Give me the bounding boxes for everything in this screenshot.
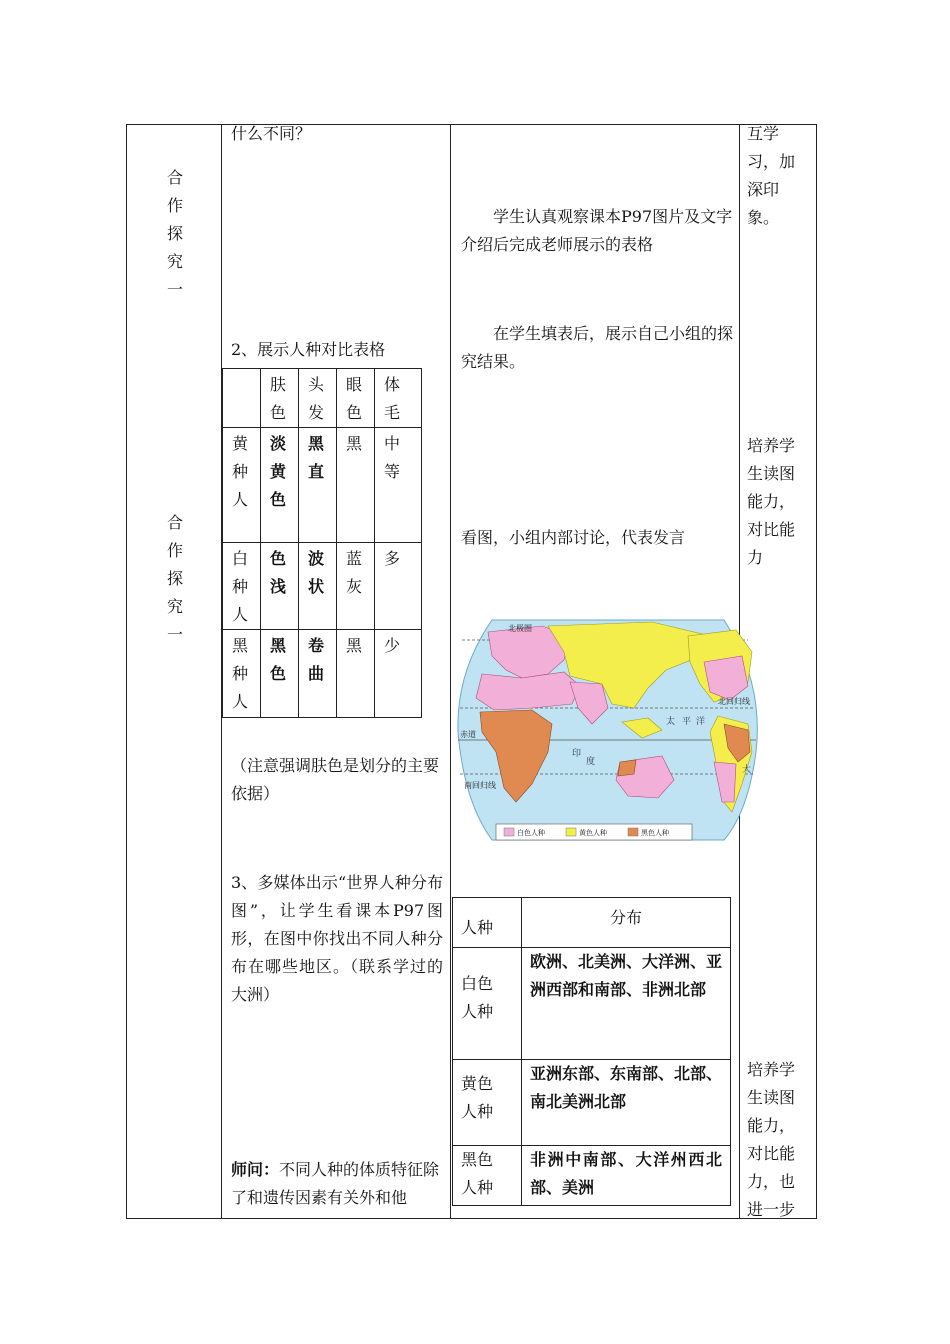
question-label: 师问： (231, 1160, 280, 1179)
purpose-1: 互学习，加深印象。 (747, 124, 796, 227)
trait-comparison-table (222, 368, 422, 718)
hair-cell: 波状 (299, 543, 337, 630)
skin-cell: 淡黄色 (261, 428, 299, 543)
question-text: 不同人种的体质特征除了和遗传因素有关外和他 (231, 1160, 440, 1207)
table-row (223, 630, 422, 718)
purpose-3: 培养学生读图能力，对比能力，也进一步 (747, 1060, 796, 1219)
ocean-label: 度 (586, 757, 596, 767)
teacher-question (231, 1156, 443, 1212)
table-top-border (126, 124, 817, 125)
race-distribution-table (452, 897, 731, 1206)
student-activity-2: 在学生填表后，展示自己小组的探究结果。 (461, 324, 734, 371)
race-cell: 黄种人 (223, 428, 261, 543)
table-row (453, 1146, 731, 1206)
header-distribution: 分布 (522, 898, 731, 948)
body-hair-cell: 少 (375, 630, 422, 718)
distribution-cell: 非洲中南部、大洋州西北部、美洲 (522, 1146, 731, 1206)
label-char: 合 (166, 168, 183, 187)
north-africa-west-asia-region (476, 672, 580, 710)
tropic-of-cancer-label: 北回归线 (718, 697, 750, 706)
label-char: 究 (166, 252, 183, 271)
ocean-label: 大 (742, 765, 752, 775)
ocean-label: 太 (666, 717, 676, 727)
table-row (223, 428, 422, 543)
header-cell: 肤色 (261, 369, 299, 428)
ocean-label: 印 (572, 749, 582, 759)
oceania-black-region (618, 760, 636, 776)
header-cell: 头发 (299, 369, 337, 428)
table-row (453, 1060, 731, 1146)
col-border-3 (450, 124, 451, 1219)
arctic-circle-label: 北极圈 (508, 624, 532, 633)
eye-cell: 黑 (337, 428, 375, 543)
race-cell: 黑色人种 (453, 1146, 522, 1206)
tropic-of-capricorn-label: 南回归线 (464, 781, 496, 790)
skin-cell: 色浅 (261, 543, 299, 630)
header-race: 人种 (453, 898, 522, 948)
distribution-cell: 欧洲、北美洲、大洋洲、亚洲西部和南部、非洲北部 (522, 948, 731, 1060)
equator-label: 赤道 (460, 730, 476, 739)
ocean-label: 洋 (696, 717, 706, 727)
race-cell: 黑种人 (223, 630, 261, 718)
legend-swatch-yellow (566, 828, 576, 836)
label-char: 合 (166, 513, 183, 532)
table-row (223, 543, 422, 630)
header-cell (223, 369, 261, 428)
legend-label-white: 白色人种 (517, 829, 545, 837)
header-cell: 眼色 (337, 369, 375, 428)
step-3-text: 3、多媒体出示“世界人种分布图”，让学生看课本P97图形，在图中你找出不同人种分布在哪些地区。（联系学过的大洲） (231, 873, 443, 1004)
step-2-text: 2、展示人种对比表格 (231, 340, 386, 359)
body-hair-cell: 多 (375, 543, 422, 630)
label-char: 探 (166, 569, 183, 588)
legend-swatch-black (628, 828, 638, 836)
eye-cell: 蓝灰 (337, 543, 375, 630)
race-cell: 白色人种 (453, 948, 522, 1060)
eye-cell: 黑 (337, 630, 375, 718)
label-char: 一 (166, 625, 183, 644)
table-row (453, 948, 731, 1060)
distribution-cell: 亚洲东部、东南部、北部、南北美洲北部 (522, 1060, 731, 1146)
emphasis-note: （注意强调肤色是划分的主要依据） (231, 756, 440, 803)
col-border-5 (816, 124, 817, 1219)
ocean-label: 平 (682, 717, 692, 727)
purpose-2: 培养学生读图能力，对比能力 (747, 436, 796, 567)
table-header-row (453, 898, 731, 948)
label-char: 究 (166, 597, 183, 616)
table-bottom-border (126, 1218, 817, 1219)
legend-swatch-white (504, 828, 514, 836)
student-activity-3: 看图，小组内部讨论，代表发言 (461, 528, 686, 547)
world-race-distribution-map (452, 612, 764, 848)
label-char: 一 (166, 280, 183, 299)
col-border-1 (126, 124, 127, 1219)
hair-cell: 卷曲 (299, 630, 337, 718)
header-cell: 体毛 (375, 369, 422, 428)
race-cell: 黄色人种 (453, 1060, 522, 1146)
table-header-row (223, 369, 422, 428)
skin-cell: 黑色 (261, 630, 299, 718)
label-char: 作 (166, 541, 183, 560)
legend-label-yellow: 黄色人种 (579, 829, 607, 837)
label-char: 探 (166, 224, 183, 243)
student-activity-1: 学生认真观察课本P97图片及文字介绍后完成老师展示的表格 (461, 207, 733, 254)
legend-label-black: 黑色人种 (641, 829, 669, 837)
race-cell: 白种人 (223, 543, 261, 630)
hair-cell: 黑直 (299, 428, 337, 543)
label-char: 作 (166, 196, 183, 215)
body-hair-cell: 中等 (375, 428, 422, 543)
teacher-question-continued: 什么不同？ (231, 124, 312, 143)
